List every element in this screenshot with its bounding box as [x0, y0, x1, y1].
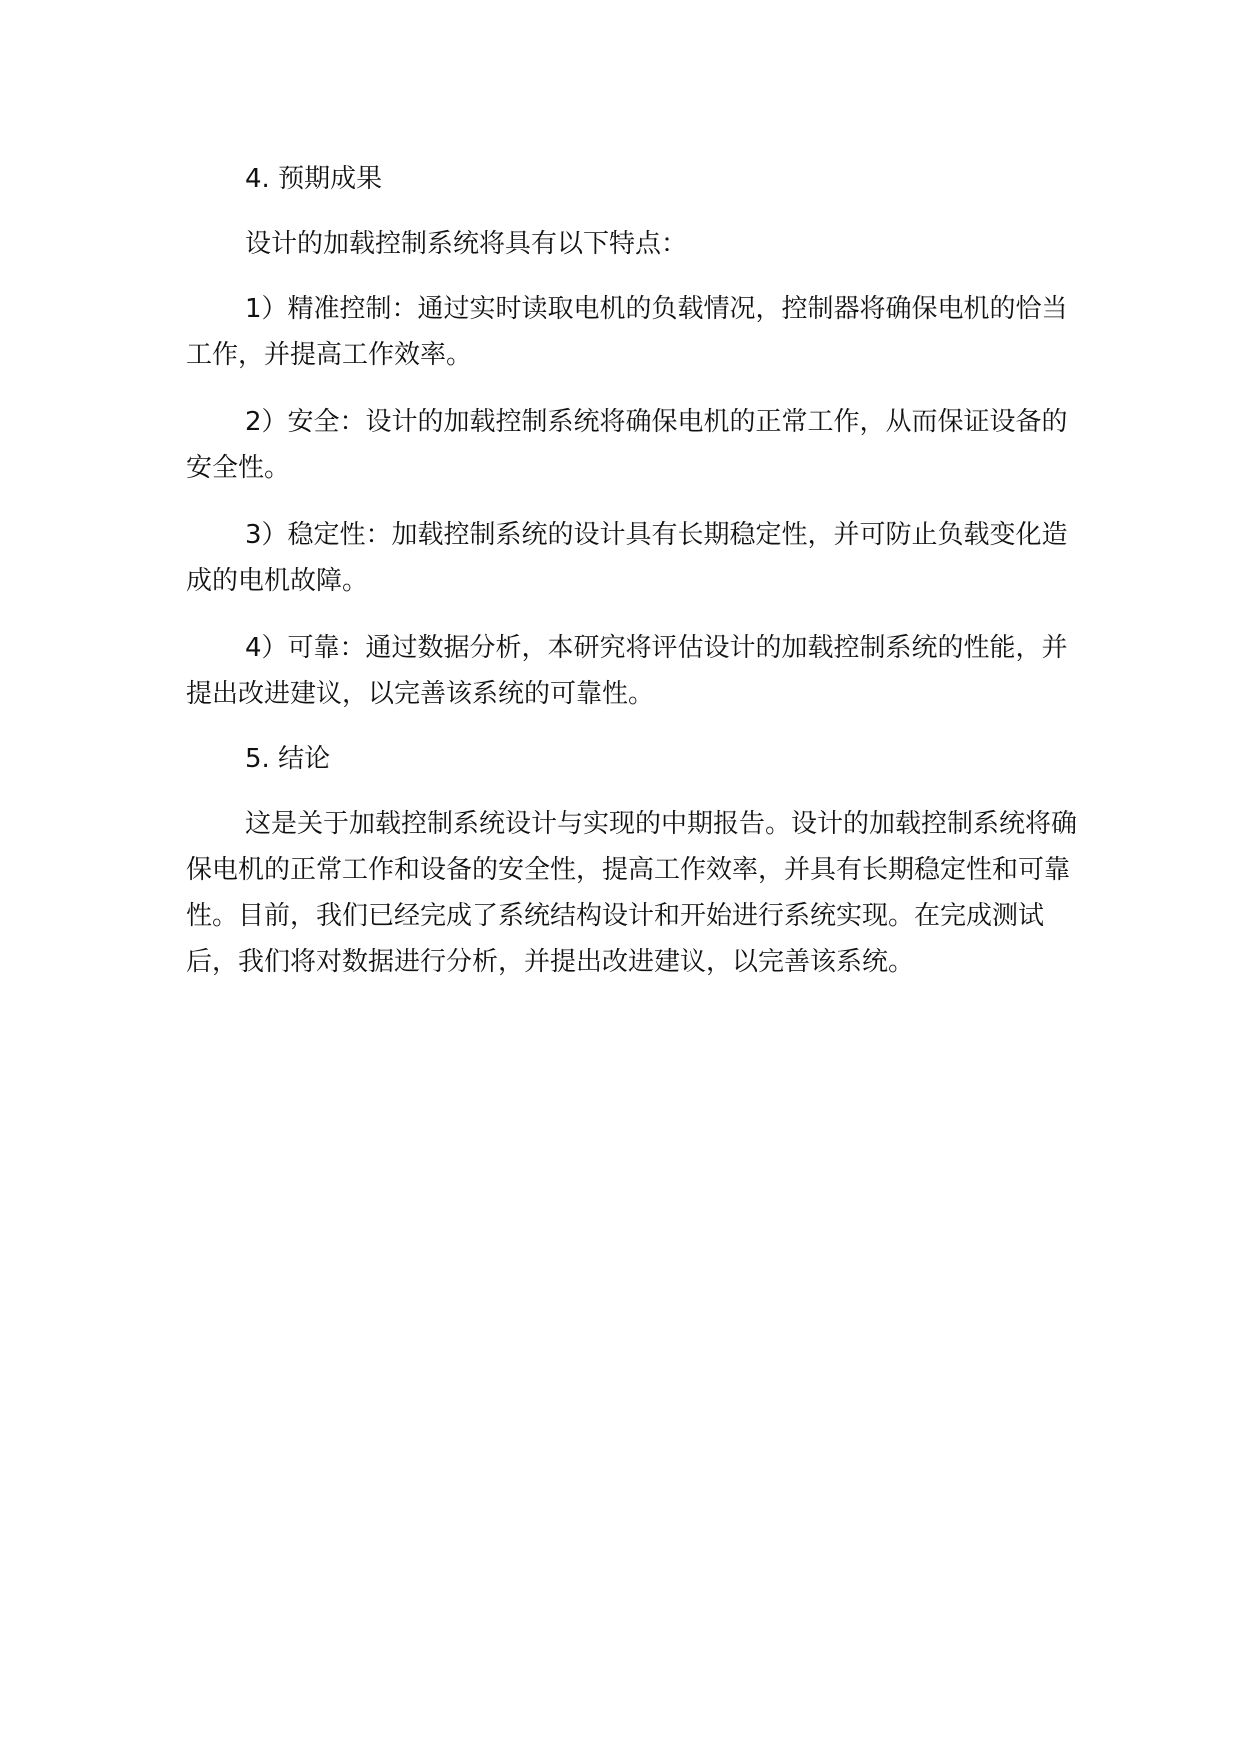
section-5-heading: 5. 结论	[245, 744, 331, 774]
feature-item-2: 2）安全：设计的加载控制系统将确保电机的正常工作，从而保证设备的安全性。	[186, 407, 1068, 483]
feature-item-4: 4）可靠：通过数据分析，本研究将评估设计的加载控制系统的性能，并提出改进建议，以完善该系统的可靠性。	[186, 633, 1068, 709]
intro-paragraph: 设计的加载控制系统将具有以下特点：	[245, 229, 688, 259]
feature-item-3: 3）稳定性：加载控制系统的设计具有长期稳定性，并可防止负载变化造成的电机故障。	[186, 520, 1068, 596]
conclusion-paragraph: 这是关于加载控制系统设计与实现的中期报告。设计的加载控制系统将确保电机的正常工作和设备的安全性，提高工作效率，并具有长期稳定性和可靠性。目前，我们已经完成了系统结构设计和开始进行系统实现。在完成测试后，我们将对数据进行分析，并提出改进建议，以完善该系统。	[186, 809, 1078, 977]
feature-item-1: 1）精准控制：通过实时读取电机的负载情况，控制器将确保电机的恰当工作，并提高工作效率。	[186, 294, 1068, 370]
section-4-heading: 4. 预期成果	[245, 164, 383, 194]
document-body	[186, 156, 1078, 985]
